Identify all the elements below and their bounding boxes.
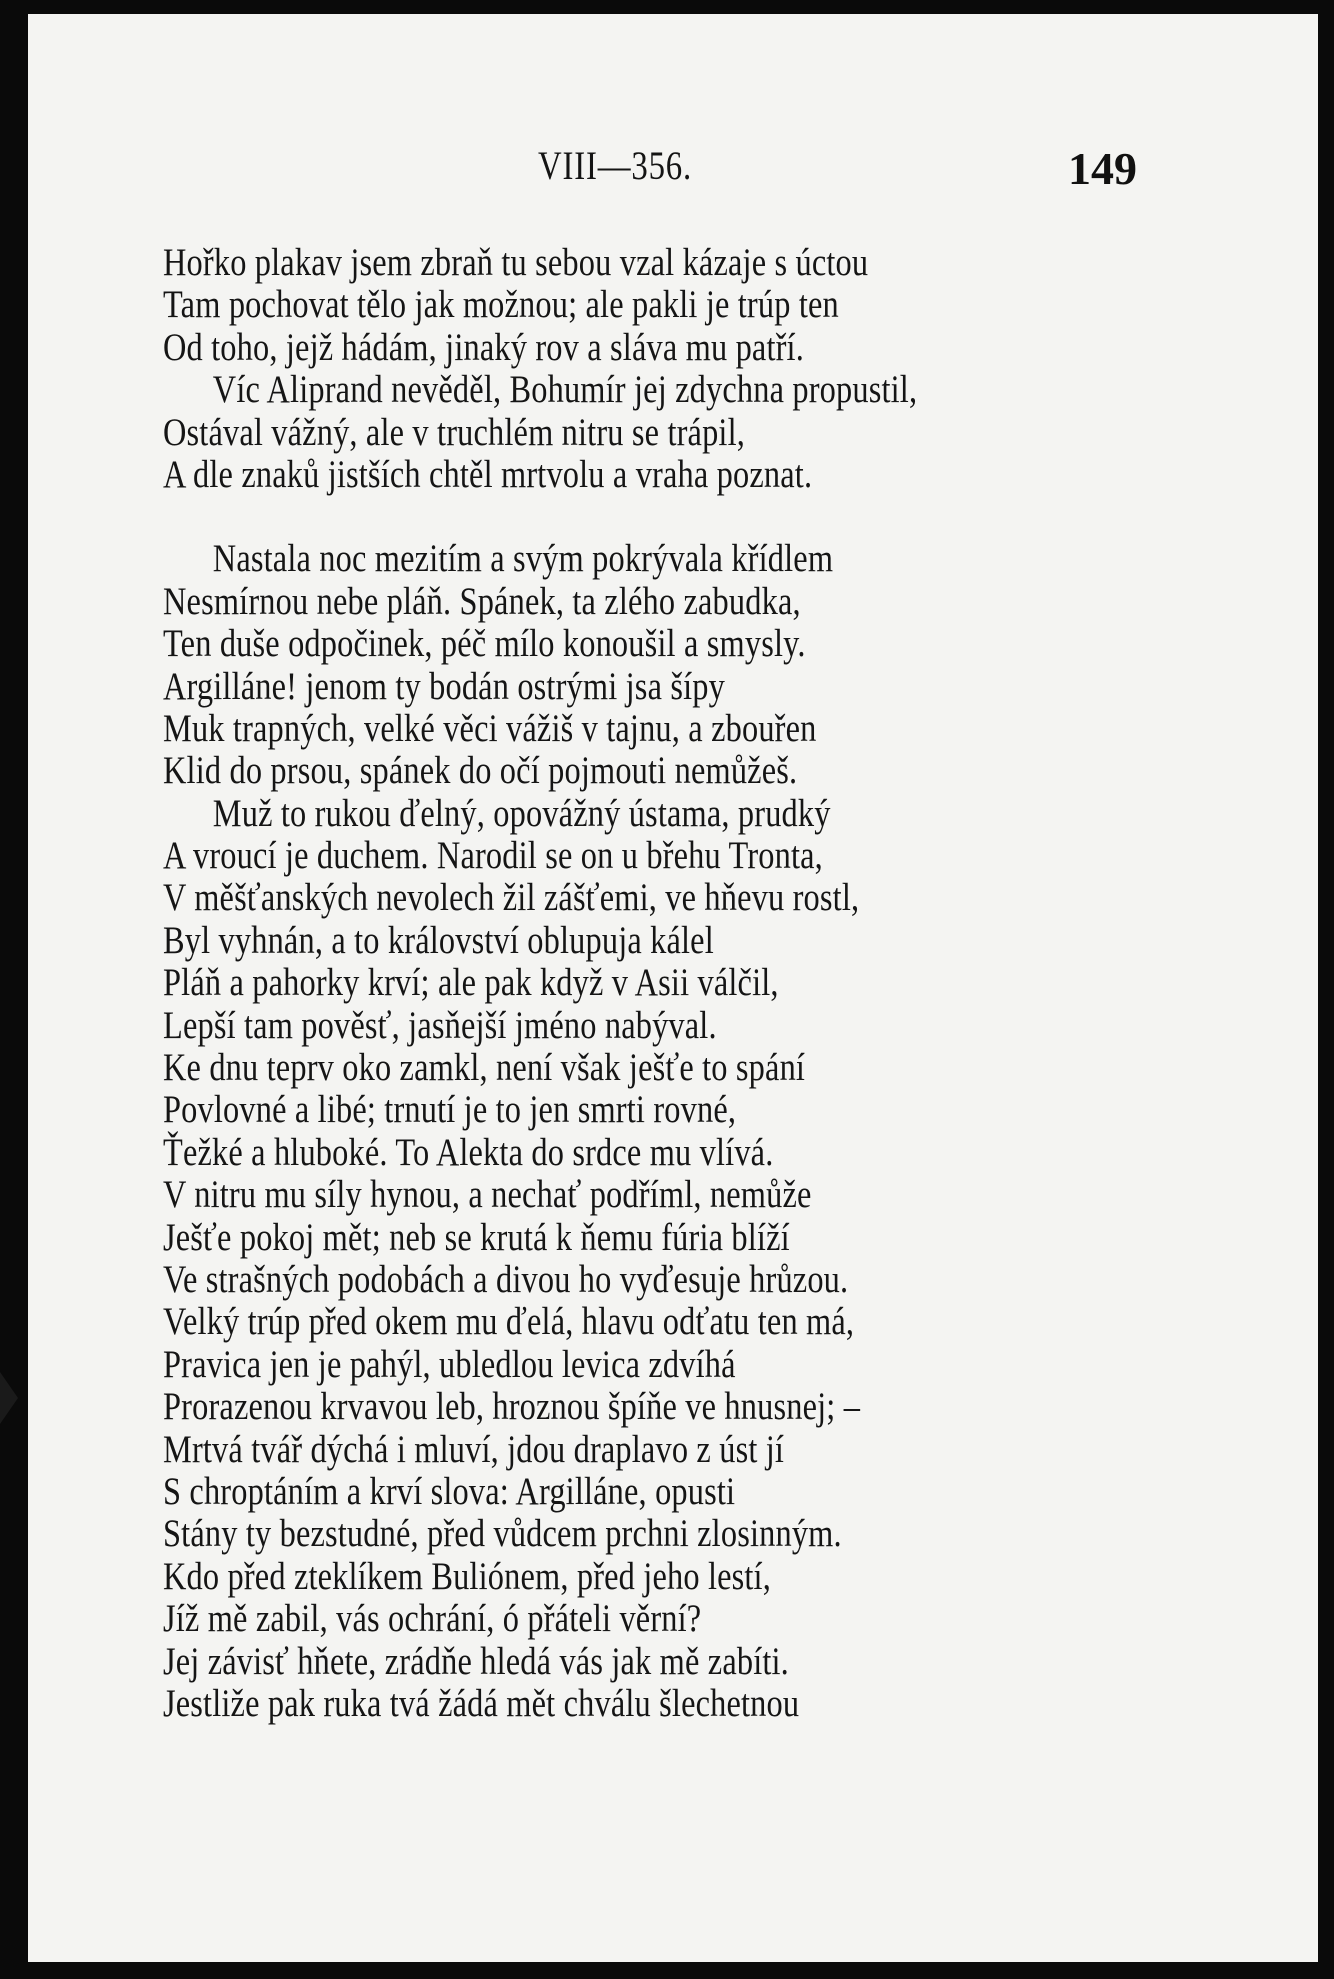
verse-line: Muž to rukou ďelný, opovážný ústama, prudký bbox=[212, 791, 831, 835]
verse-line: Pravica jen je pahýl, ubledlou levica zdvíhá bbox=[163, 1342, 736, 1386]
stanza-gap bbox=[163, 496, 1313, 538]
verse-line: Byl vyhnán, a to království oblupuja kálel bbox=[163, 918, 714, 962]
verse-line: Ve strašných podobách a divou ho vyďesuje hrůzou. bbox=[163, 1257, 849, 1301]
verse-line: Povlovné a libé; trnutí je to jen smrti rovné, bbox=[163, 1088, 737, 1132]
page-number: 149 bbox=[1068, 143, 1137, 194]
verse-line: Klid do prsou, spánek do očí pojmouti nemůžeš. bbox=[163, 749, 798, 793]
verse-line: A vroucí je duchem. Narodil se on u břehu Tronta, bbox=[163, 834, 823, 878]
verse-line: Ostával vážný, ale v truchlém nitru se trápil, bbox=[163, 410, 746, 454]
verse-line: Jíž mě zabil, vás ochrání, ó přáteli věrní? bbox=[163, 1597, 702, 1641]
verse-line: Jej závisť hňete, zrádňe hledá vás jak mě zabíti. bbox=[163, 1639, 789, 1683]
verse-line: Velký trúp před okem mu ďelá, hlavu odťatu ten má, bbox=[163, 1300, 855, 1344]
verse-line: S chroptáním a krví slova: Argilláne, opusti bbox=[163, 1469, 736, 1513]
verse-line: A dle znaků jistších chtěl mrtvolu a vraha poznat. bbox=[163, 452, 813, 496]
book-page bbox=[28, 14, 1318, 1962]
verse-line: Prorazenou krvavou leb, hroznou špíňe ve hnusnej; – bbox=[163, 1385, 861, 1429]
binding-edge-mark bbox=[0, 1372, 18, 1424]
verse-line: Víc Aliprand nevěděl, Bohumír jej zdychna propustil, bbox=[212, 368, 918, 412]
verse-line: Jestliže pak ruka tvá žádá mět chválu šlechetnou bbox=[163, 1681, 800, 1725]
verse-line: Kdo před zteklíkem Buliónem, před jeho lestí, bbox=[163, 1554, 771, 1598]
poem-text bbox=[163, 242, 1313, 1725]
verse-line: Ke dnu teprv oko zamkl, není však ješťe to spání bbox=[163, 1046, 806, 1090]
verse-line: Tam pochovat tělo jak možnou; ale pakli je trúp ten bbox=[163, 283, 839, 327]
verse-line: Muk trapných, velké věci vážiš v tajnu, a zbouřen bbox=[163, 706, 817, 750]
verse-line: Ješťe pokoj mět; neb se krutá k ňemu fúria blíží bbox=[163, 1215, 790, 1259]
verse-line: Od toho, jejž hádám, jinaký rov a sláva mu patří. bbox=[163, 325, 804, 369]
verse-line: V nitru mu síly hynou, a nechať podříml, nemůže bbox=[163, 1173, 812, 1217]
verse-line: Lepší tam pověsť, jasňejší jméno nabýval. bbox=[163, 1003, 717, 1047]
page-header bbox=[28, 142, 1318, 202]
verse-line: Ťežké a hluboké. To Alekta do srdce mu vlívá. bbox=[163, 1130, 774, 1174]
verse-line: Stány ty bezstudné, před vůdcem prchni zlosinným. bbox=[163, 1512, 842, 1556]
verse-line: Ten duše odpočinek, péč mílo konoušil a smysly. bbox=[163, 622, 806, 666]
printer-signature: VIII—356. bbox=[538, 143, 693, 188]
verse-line: Hořko plakav jsem zbraň tu sebou vzal kázaje s úctou bbox=[163, 241, 869, 284]
verse-line: Nastala noc mezitím a svým pokrývala křídlem bbox=[212, 537, 834, 581]
verse-line: Argilláne! jenom ty bodán ostrými jsa šípy bbox=[163, 664, 725, 708]
verse-line: Pláň a pahorky krví; ale pak když v Asii válčil, bbox=[163, 961, 779, 1005]
verse-line: Mrtvá tvář dýchá i mluví, jdou draplavo z úst jí bbox=[163, 1427, 785, 1471]
verse-line: V měšťanských nevolech žil zášťemi, ve hňevu rostl, bbox=[163, 876, 860, 920]
verse-line: Nesmírnou nebe pláň. Spánek, ta zlého zabudka, bbox=[163, 579, 801, 623]
